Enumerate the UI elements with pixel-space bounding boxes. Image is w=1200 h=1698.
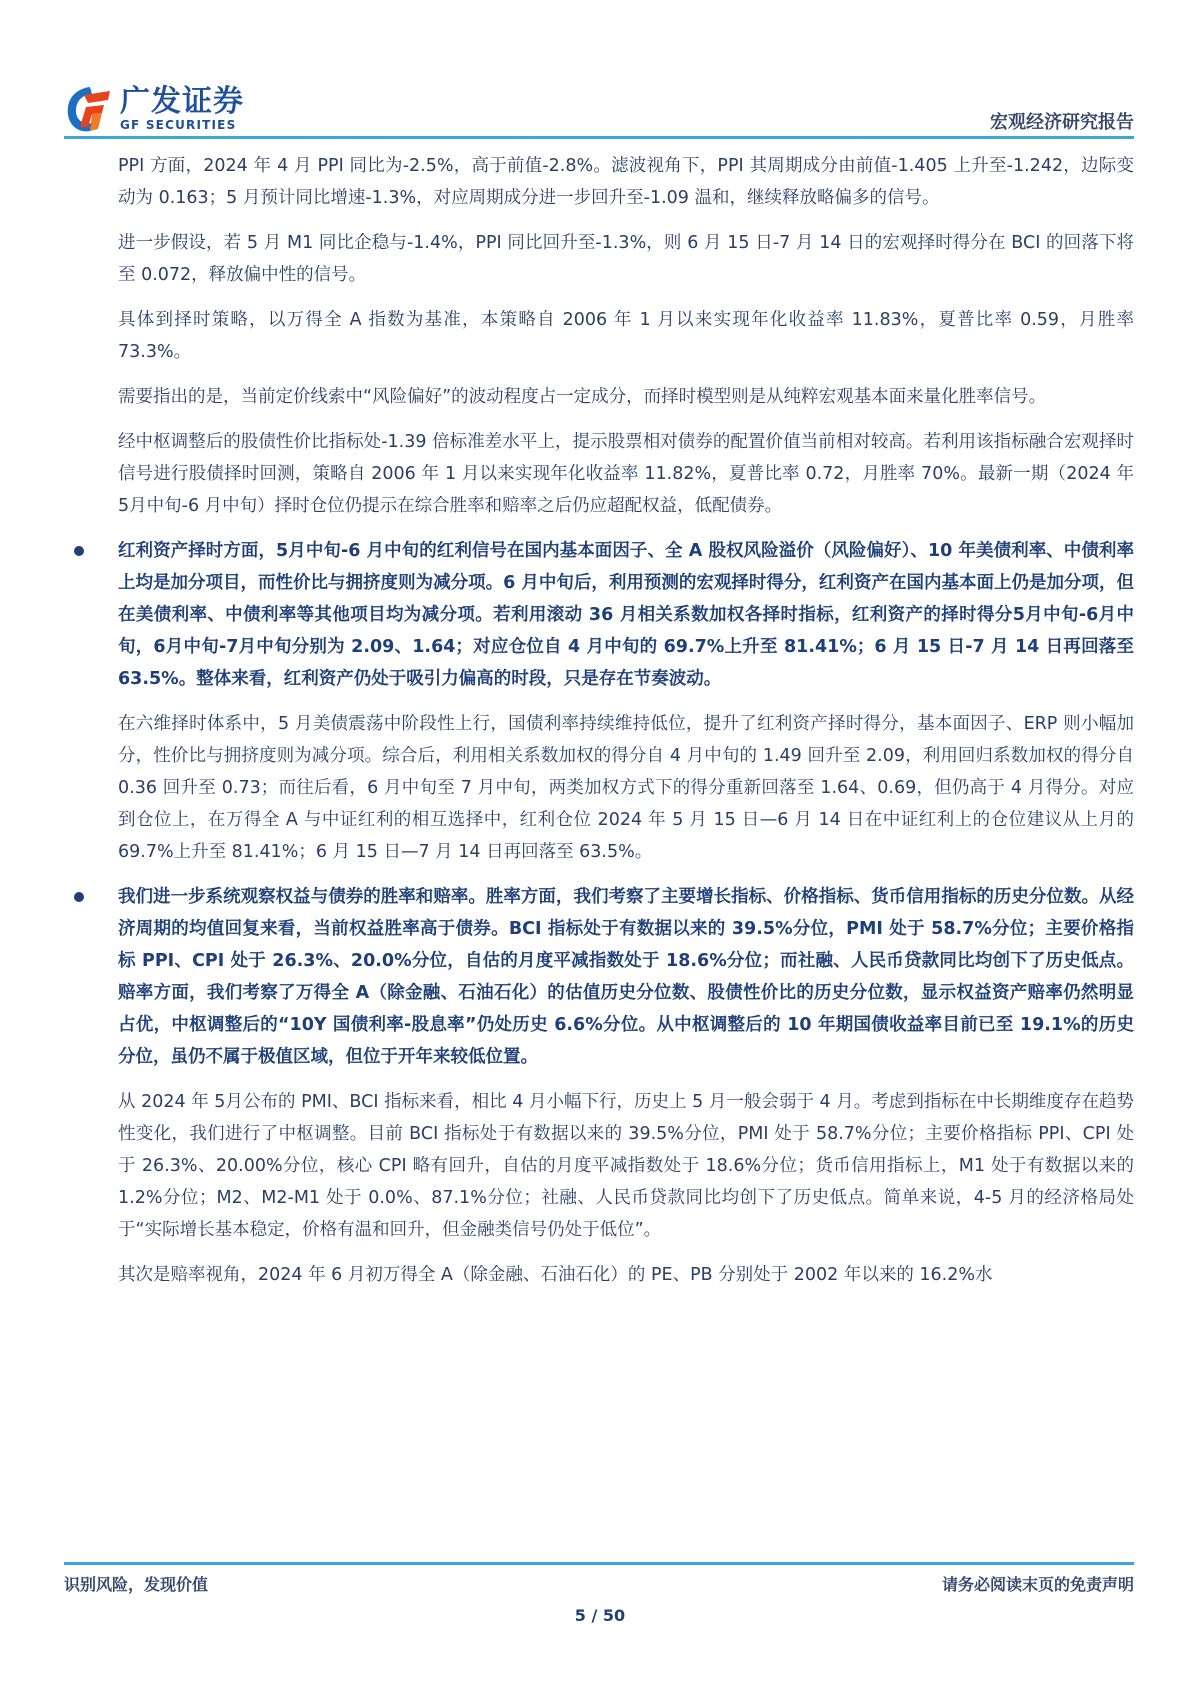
bullet-icon bbox=[74, 892, 84, 902]
footer-disclaimer-link: 请务必阅读末页的免责声明 bbox=[941, 1575, 1134, 1594]
logo-english-name: GF SECURITIES bbox=[120, 118, 237, 132]
footer-divider bbox=[64, 1562, 1134, 1565]
header-divider bbox=[64, 136, 1134, 139]
footer-slogan: 识别风险，发现价值 bbox=[64, 1575, 209, 1594]
bullet-win-rate-odds bbox=[64, 881, 1134, 1073]
bullet-win-rate-text: 我们进一步系统观察权益与债券的胜率和赔率。胜率方面，我们考察了主要增长指标、价格指标、货币信用指标的历史分位数。从经济周期的均值回复来看，当前权益胜率高于债券。BCI 指标处于有数据以来的 39.5%分位，PMI 处于 58.7%分位；主要价格指标 PPI、CPI 处于 26.3%、20.0%分位，自估的月度平减指数处于 18.6%分位；而社融、人民币贷款同比均创下了历史低点。赔率方面，我们考察了万得全 A（除金融、石油石化）的估值历史分位数、股债性价比的历史分位数，显示权益资产赔率仍然明显占优，中枢调整后的“10Y 国债利率-股息率”仍处历史 6.6%分位。从中枢调整后的 10 年期国债收益率目前已至 19.1%的历史分位，虽仍不属于极值区域，但位于开年来较低位置。 bbox=[118, 887, 1134, 1067]
paragraph-timing-strategy: 具体到择时策略，以万得全 A 指数为基准，本策略自 2006 年 1 月以来实现年化收益率 11.83%，夏普比率 0.59，月胜率 73.3%。 bbox=[118, 310, 1134, 362]
paragraph-odds-view: 其次是赔率视角，2024 年 6 月初万得全 A（除金融、石油石化）的 PE、PB 分别处于 2002 年以来的 16.2%水 bbox=[118, 1265, 993, 1285]
gf-securities-logo bbox=[64, 80, 244, 138]
report-body bbox=[64, 150, 1134, 1304]
paragraph-pmi-bci: 从 2024 年 5月公布的 PMI、BCI 指标来看，相比 4 月小幅下行，历史上 5 月一般会弱于 4 月。考虑到指标在中长期维度存在趋势性变化，我们进行了中枢调整。目前 BCI 指标处于有数据以来的 39.5%分位，PMI 处于 58.7%分位；主要价格指标 PPI、CPI 处于 26.3%、20.00%分位，核心 CPI 略有回升，自估的月度平减指数处于 18.6%分位；货币信用指标上，M1 处于有数据以来的 1.2%分位；M2、M2-M1 处于 0.0%、87.1%分位；社融、人民币贷款同比均创下了历史低点。简单来说，4-5 月的经济格局处于“实际增长基本稳定，价格有温和回升，但金融类信号仍处于低位”。 bbox=[118, 1092, 1134, 1240]
page-header bbox=[64, 80, 1134, 140]
paragraph-risk-appetite-note: 需要指出的是，当前定价线索中“风险偏好”的波动程度占一定成分，而择时模型则是从纯粹宏观基本面来量化胜率信号。 bbox=[118, 387, 1047, 407]
paragraph-six-dimension: 在六维择时体系中，5 月美债震荡中阶段性上行，国债利率持续维持低位，提升了红利资产择时得分，基本面因子、ERP 则小幅加分，性价比与拥挤度则为减分项。综合后，利用相关系数加权的得分自 4 月中旬的 1.49 回升至 2.09，利用回归系数加权的得分自 0.36 回升至 0.73；而往后看，6 月中旬至 7 月中旬，两类加权方式下的得分重新回落至 1.64、0.69，但仍高于 4 月得分。对应到仓位上，在万得全 A 与中证红利的相互选择中，红利仓位 2024 年 5 月 15 日—6 月 14 日在中证红利上的仓位建议从上月的 69.7%上升至 81.41%；6 月 15 日—7 月 14 日再回落至 63.5%。 bbox=[118, 714, 1134, 862]
report-type-title: 宏观经济研究报告 bbox=[990, 112, 1134, 133]
paragraph-equity-bond-ratio: 经中枢调整后的股债性价比指标处-1.39 倍标准差水平上，提示股票相对债券的配置价值当前相对较高。若利用该指标融合宏观择时信号进行股债择时回测，策略自 2006 年 1 月以来实现年化收益率 11.82%，夏普比率 0.72，月胜率 70%。最新一期（2024 年 5月中旬-6 月中旬）择时仓位仍提示在综合胜率和赔率之后仍应超配权益，低配债券。 bbox=[118, 432, 1134, 516]
bullet-icon bbox=[74, 546, 84, 556]
paragraph-ppi: PPI 方面，2024 年 4 月 PPI 同比为-2.5%，高于前值-2.8%。滤波视角下，PPI 其周期成分由前值-1.405 上升至-1.242，边际变动为 0.163；5 月预计同比增速-1.3%，对应周期成分进一步回升至-1.09 温和，继续释放略偏多的信号。 bbox=[118, 156, 1134, 208]
bullet-dividend-text: 红利资产择时方面，5月中旬-6 月中旬的红利信号在国内基本面因子、全 A 股权风险溢价（风险偏好）、10 年美债利率、中债利率上均是加分项目，而性价比与拥挤度则为减分项。6 月中旬后，利用预测的宏观择时得分，红利资产在国内基本面上仍是加分项，但在美债利率、中债利率等其他项目均为减分项。若利用滚动 36 月相关系数加权各择时指标，红利资产的择时得分5月中旬-6月中旬，6月中旬-7月中旬分别为 2.09、1.64；对应仓位自 4 月中旬的 69.7%上升至 81.41%；6 月 15 日-7 月 14 日再回落至 63.5%。整体来看，红利资产仍处于吸引力偏高的时段，只是存在节奏波动。 bbox=[118, 541, 1134, 689]
gf-logo-icon bbox=[64, 83, 112, 135]
paragraph-assumption: 进一步假设，若 5 月 M1 同比企稳与-1.4%，PPI 同比回升至-1.3%，则 6 月 15 日-7 月 14 日的宏观择时得分在 BCI 的回落下将至 0.072，释放偏中性的信号。 bbox=[118, 233, 1134, 285]
logo-chinese-name: 广发证券 bbox=[120, 84, 244, 119]
page-number: 5 / 50 bbox=[574, 1606, 626, 1625]
bullet-dividend-timing bbox=[64, 535, 1134, 695]
